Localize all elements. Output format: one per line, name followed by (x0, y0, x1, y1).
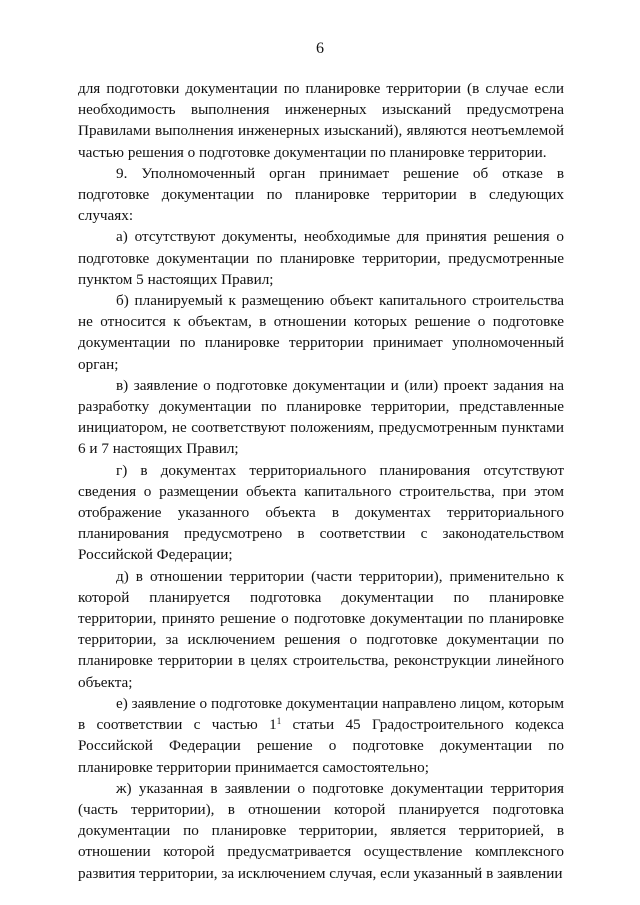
page-number: 6 (316, 40, 324, 57)
document-body (78, 78, 564, 884)
paragraph-item-b: б) планируемый к размещению объект капитального строительства не относится к объектам, в отношении которых решение о подготовке документации по планировке территории принимает уполномоченный орган; (78, 292, 564, 373)
paragraph-item-e (78, 693, 564, 778)
superscript-marker: 1 (276, 716, 282, 727)
paragraph-item-d: д) в отношении территории (части территории), применительно к которой планируется подготовка документации по планировке территории, принято решение о подготовке документации по планировке территории, за исключением решения о подготовке документации по планировке территории в целях строительства, реконструкции линейного объекта; (78, 567, 564, 691)
paragraph-item-e-text-before: е) заявление о подготовке документации направлено лицом, которым в соответствии с частью 1 (78, 694, 564, 734)
paragraph-item-v: в) заявление о подготовке документации и (или) проект задания на разработку документации по планировке территории, представленные инициатором, не соответствуют положениям, предусмотренным пунктами 6 и 7 настоящих Правил; (78, 376, 564, 458)
paragraph-item-a: а) отсутствуют документы, необходимые для принятия решения о подготовке документации по планировке территории, предусмотренные пунктом 5 настоящих Правил; (78, 228, 564, 288)
paragraph-item-e-text-after: статьи 45 Градостроительного кодекса Российской Федерации решение о подготовке документации по планировке территории принимается самостоятельно; (78, 716, 564, 776)
paragraph-clause-9: 9. Уполномоченный орган принимает решение об отказе в подготовке документации по планировке территории в следующих случаях: (78, 164, 564, 225)
paragraph-item-zh: ж) указанная в заявлении о подготовке документации территория (часть территории), в отношении которой планируется подготовка документации по планировке территории, является территорией, в отношении которой предусматривается осуществление комплексного развития территории, за исключением случая, если указанный в заявлении (78, 779, 564, 882)
paragraph-item-g: г) в документах территориального планирования отсутствуют сведения о размещении объекта капитального строительства, при этом отображение указанного объекта в документах территориального планирования предусмотрено в соответствии с законодательством Российской Федерации; (78, 461, 564, 564)
paragraph-continuation: для подготовки документации по планировке территории (в случае если необходимость выполнения инженерных изысканий предусмотрена Правилами выполнения инженерных изысканий), являются неотъемлемой частью решения о подготовке документации по планировке территории. (78, 80, 564, 161)
